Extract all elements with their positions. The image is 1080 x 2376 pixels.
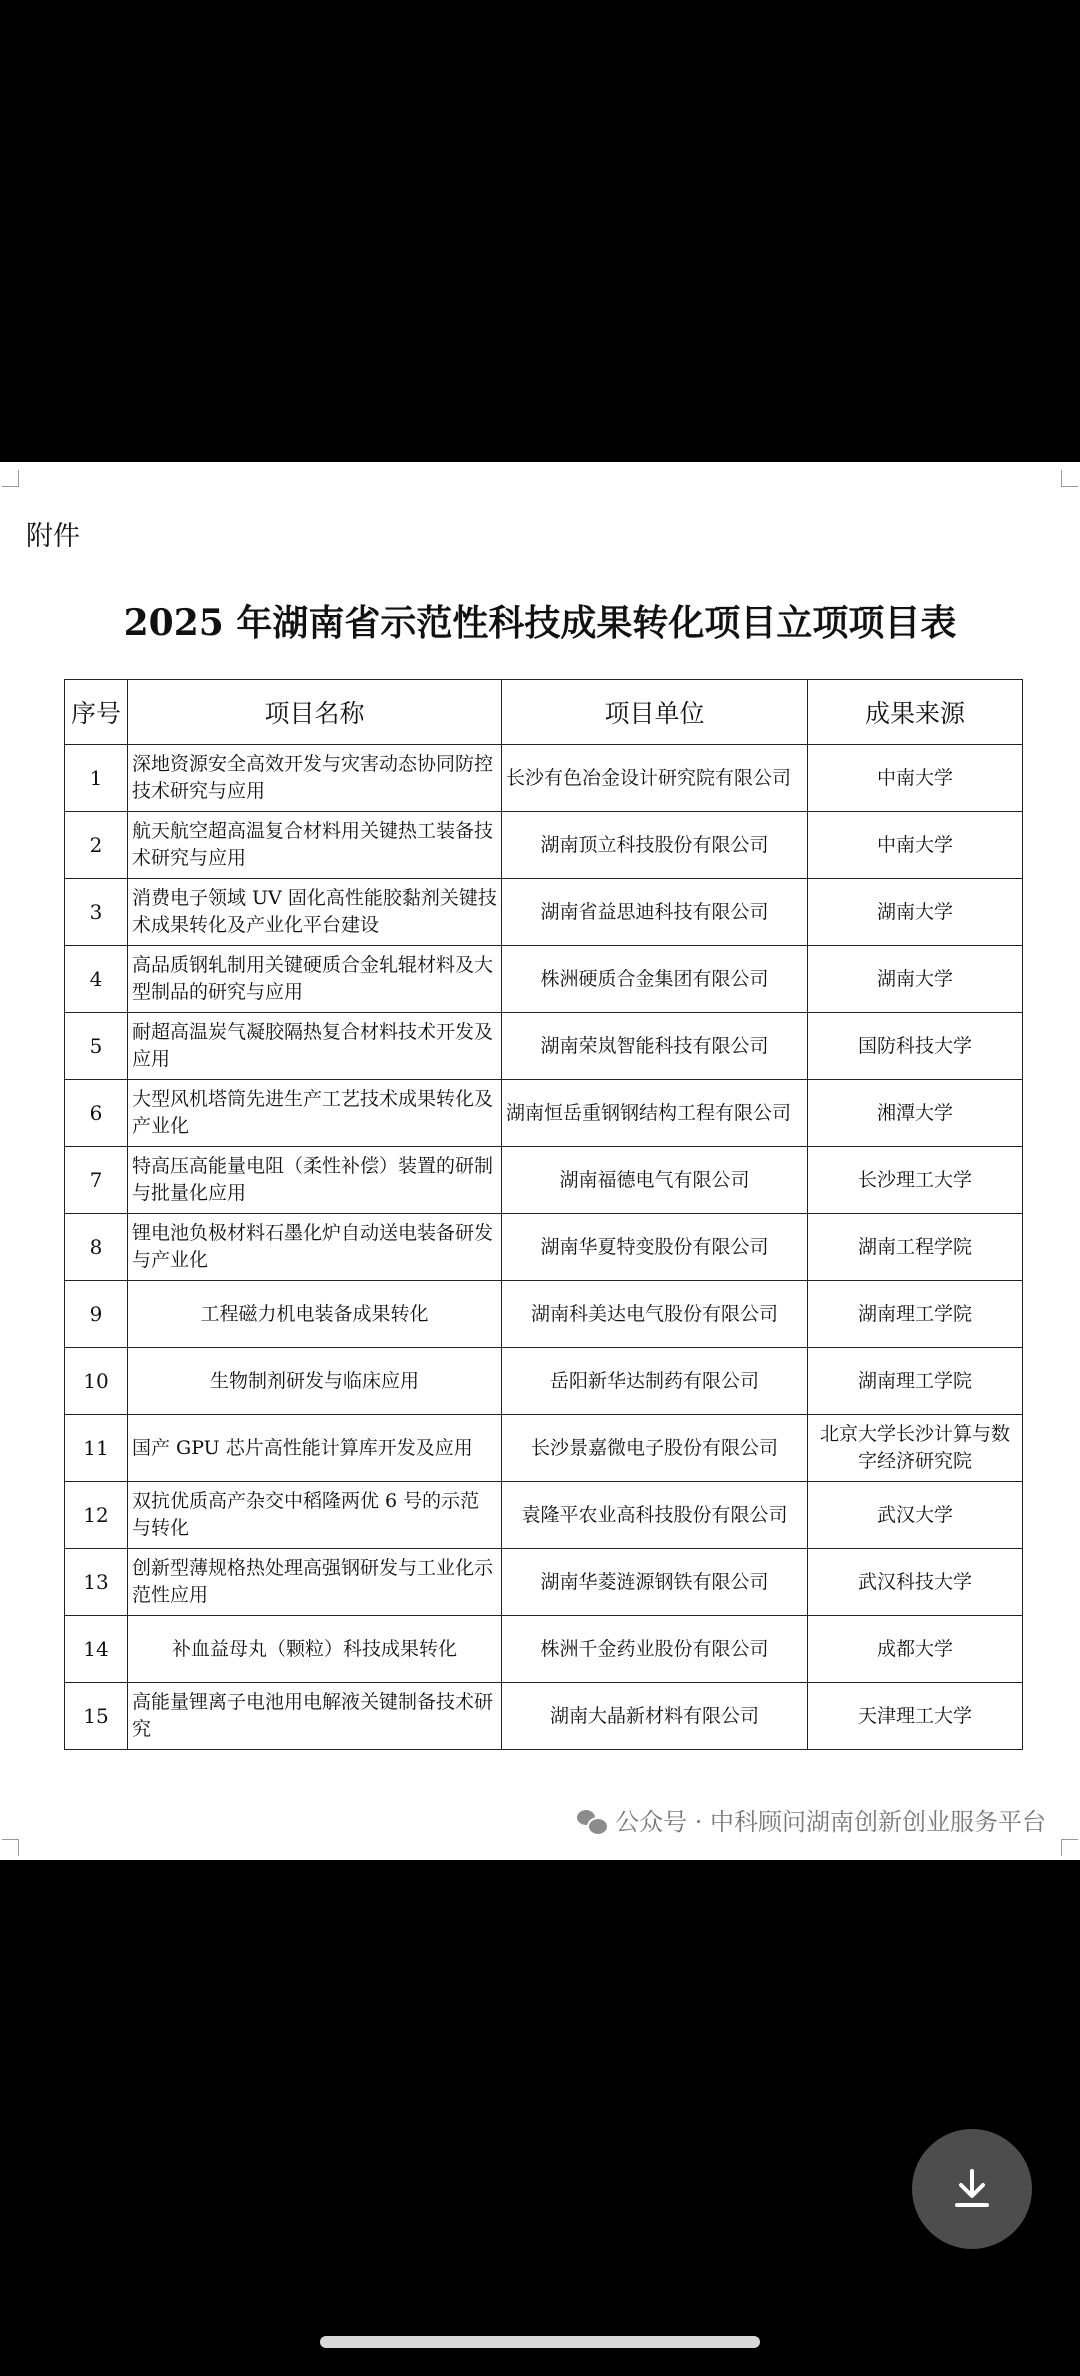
row-source: 武汉科技大学 <box>808 1549 1023 1616</box>
table-row <box>65 1080 1023 1147</box>
row-serial: 9 <box>65 1281 128 1348</box>
row-serial: 11 <box>65 1415 128 1482</box>
row-serial: 5 <box>65 1013 128 1080</box>
row-serial: 3 <box>65 879 128 946</box>
row-source: 湘潭大学 <box>808 1080 1023 1147</box>
row-serial: 14 <box>65 1616 128 1683</box>
crop-mark-bottom-right <box>1061 1839 1078 1856</box>
row-project-name: 耐超高温炭气凝胶隔热复合材料技术开发及应用 <box>128 1013 502 1080</box>
row-serial: 15 <box>65 1683 128 1750</box>
table-row <box>65 946 1023 1013</box>
header-project-unit: 项目单位 <box>502 680 808 745</box>
table-row <box>65 1482 1023 1549</box>
row-source: 湖南理工学院 <box>808 1348 1023 1415</box>
table-row <box>65 1013 1023 1080</box>
row-project-unit: 湖南福德电气有限公司 <box>502 1147 808 1214</box>
row-project-name: 创新型薄规格热处理高强钢研发与工业化示范性应用 <box>128 1549 502 1616</box>
header-source: 成果来源 <box>808 680 1023 745</box>
row-project-unit: 岳阳新华达制药有限公司 <box>502 1348 808 1415</box>
row-serial: 13 <box>65 1549 128 1616</box>
row-source: 北京大学长沙计算与数字经济研究院 <box>808 1415 1023 1482</box>
row-source: 长沙理工大学 <box>808 1147 1023 1214</box>
row-project-name: 特高压高能量电阻（柔性补偿）装置的研制与批量化应用 <box>128 1147 502 1214</box>
watermark-text: 公众号 · 中科顾问湖南创新创业服务平台 <box>615 1808 1046 1836</box>
watermark <box>577 1802 1046 1837</box>
row-project-unit: 株洲硬质合金集团有限公司 <box>502 946 808 1013</box>
row-source: 中南大学 <box>808 745 1023 812</box>
row-project-unit: 湖南科美达电气股份有限公司 <box>502 1281 808 1348</box>
row-project-unit: 湖南荣岚智能科技有限公司 <box>502 1013 808 1080</box>
row-source: 中南大学 <box>808 812 1023 879</box>
row-serial: 2 <box>65 812 128 879</box>
table-row <box>65 1683 1023 1750</box>
table-row <box>65 1549 1023 1616</box>
row-project-unit: 湖南恒岳重钢钢结构工程有限公司 <box>502 1080 808 1147</box>
home-indicator[interactable] <box>320 2336 760 2348</box>
crop-mark-top-left <box>2 470 19 487</box>
row-source: 湖南大学 <box>808 946 1023 1013</box>
row-project-unit: 株洲千金药业股份有限公司 <box>502 1616 808 1683</box>
table-row <box>65 1147 1023 1214</box>
row-source: 国防科技大学 <box>808 1013 1023 1080</box>
table-row <box>65 1415 1023 1482</box>
row-project-name: 深地资源安全高效开发与灾害动态协同防控技术研究与应用 <box>128 745 502 812</box>
row-serial: 12 <box>65 1482 128 1549</box>
row-source: 天津理工大学 <box>808 1683 1023 1750</box>
table-row <box>65 1616 1023 1683</box>
row-project-unit: 袁隆平农业高科技股份有限公司 <box>502 1482 808 1549</box>
row-project-unit: 长沙景嘉微电子股份有限公司 <box>502 1415 808 1482</box>
row-project-name: 大型风机塔筒先进生产工艺技术成果转化及产业化 <box>128 1080 502 1147</box>
row-serial: 4 <box>65 946 128 1013</box>
download-icon <box>948 2165 996 2213</box>
row-source: 湖南工程学院 <box>808 1214 1023 1281</box>
row-project-unit: 湖南顶立科技股份有限公司 <box>502 812 808 879</box>
row-source: 武汉大学 <box>808 1482 1023 1549</box>
row-project-unit: 长沙有色冶金设计研究院有限公司 <box>502 745 808 812</box>
download-button[interactable] <box>912 2129 1032 2249</box>
project-table <box>64 679 1023 1750</box>
table-row <box>65 745 1023 812</box>
row-source: 湖南理工学院 <box>808 1281 1023 1348</box>
crop-mark-top-right <box>1061 470 1078 487</box>
table-row <box>65 1281 1023 1348</box>
row-project-unit: 湖南大晶新材料有限公司 <box>502 1683 808 1750</box>
document-image <box>0 462 1080 1860</box>
row-serial: 1 <box>65 745 128 812</box>
row-serial: 10 <box>65 1348 128 1415</box>
attachment-label: 附件 <box>26 521 80 552</box>
crop-mark-bottom-left <box>2 1839 19 1856</box>
row-project-name: 国产 GPU 芯片高性能计算库开发及应用 <box>128 1415 502 1482</box>
row-source: 湖南大学 <box>808 879 1023 946</box>
row-project-name: 航天航空超高温复合材料用关键热工装备技术研究与应用 <box>128 812 502 879</box>
header-serial: 序号 <box>65 680 128 745</box>
row-project-name: 高能量锂离子电池用电解液关键制备技术研究 <box>128 1683 502 1750</box>
table-row <box>65 879 1023 946</box>
row-source: 成都大学 <box>808 1616 1023 1683</box>
row-project-name: 工程磁力机电装备成果转化 <box>128 1281 502 1348</box>
document-title: 2025 年湖南省示范性科技成果转化项目立项项目表 <box>123 602 957 644</box>
row-project-name: 锂电池负极材料石墨化炉自动送电装备研发与产业化 <box>128 1214 502 1281</box>
row-serial: 8 <box>65 1214 128 1281</box>
wechat-icon <box>577 1810 607 1832</box>
table-header-row <box>65 680 1023 745</box>
row-project-unit: 湖南华夏特变股份有限公司 <box>502 1214 808 1281</box>
row-project-name: 高品质钢轧制用关键硬质合金轧辊材料及大型制品的研究与应用 <box>128 946 502 1013</box>
row-project-name: 生物制剂研发与临床应用 <box>128 1348 502 1415</box>
row-project-name: 消费电子领域 UV 固化高性能胶黏剂关键技术成果转化及产业化平台建设 <box>128 879 502 946</box>
header-project-name: 项目名称 <box>128 680 502 745</box>
row-project-name: 双抗优质高产杂交中稻隆两优 6 号的示范与转化 <box>128 1482 502 1549</box>
row-serial: 6 <box>65 1080 128 1147</box>
table-row <box>65 812 1023 879</box>
row-project-name: 补血益母丸（颗粒）科技成果转化 <box>128 1616 502 1683</box>
table-row <box>65 1214 1023 1281</box>
row-serial: 7 <box>65 1147 128 1214</box>
table-row <box>65 1348 1023 1415</box>
row-project-unit: 湖南省益思迪科技有限公司 <box>502 879 808 946</box>
row-project-unit: 湖南华菱涟源钢铁有限公司 <box>502 1549 808 1616</box>
